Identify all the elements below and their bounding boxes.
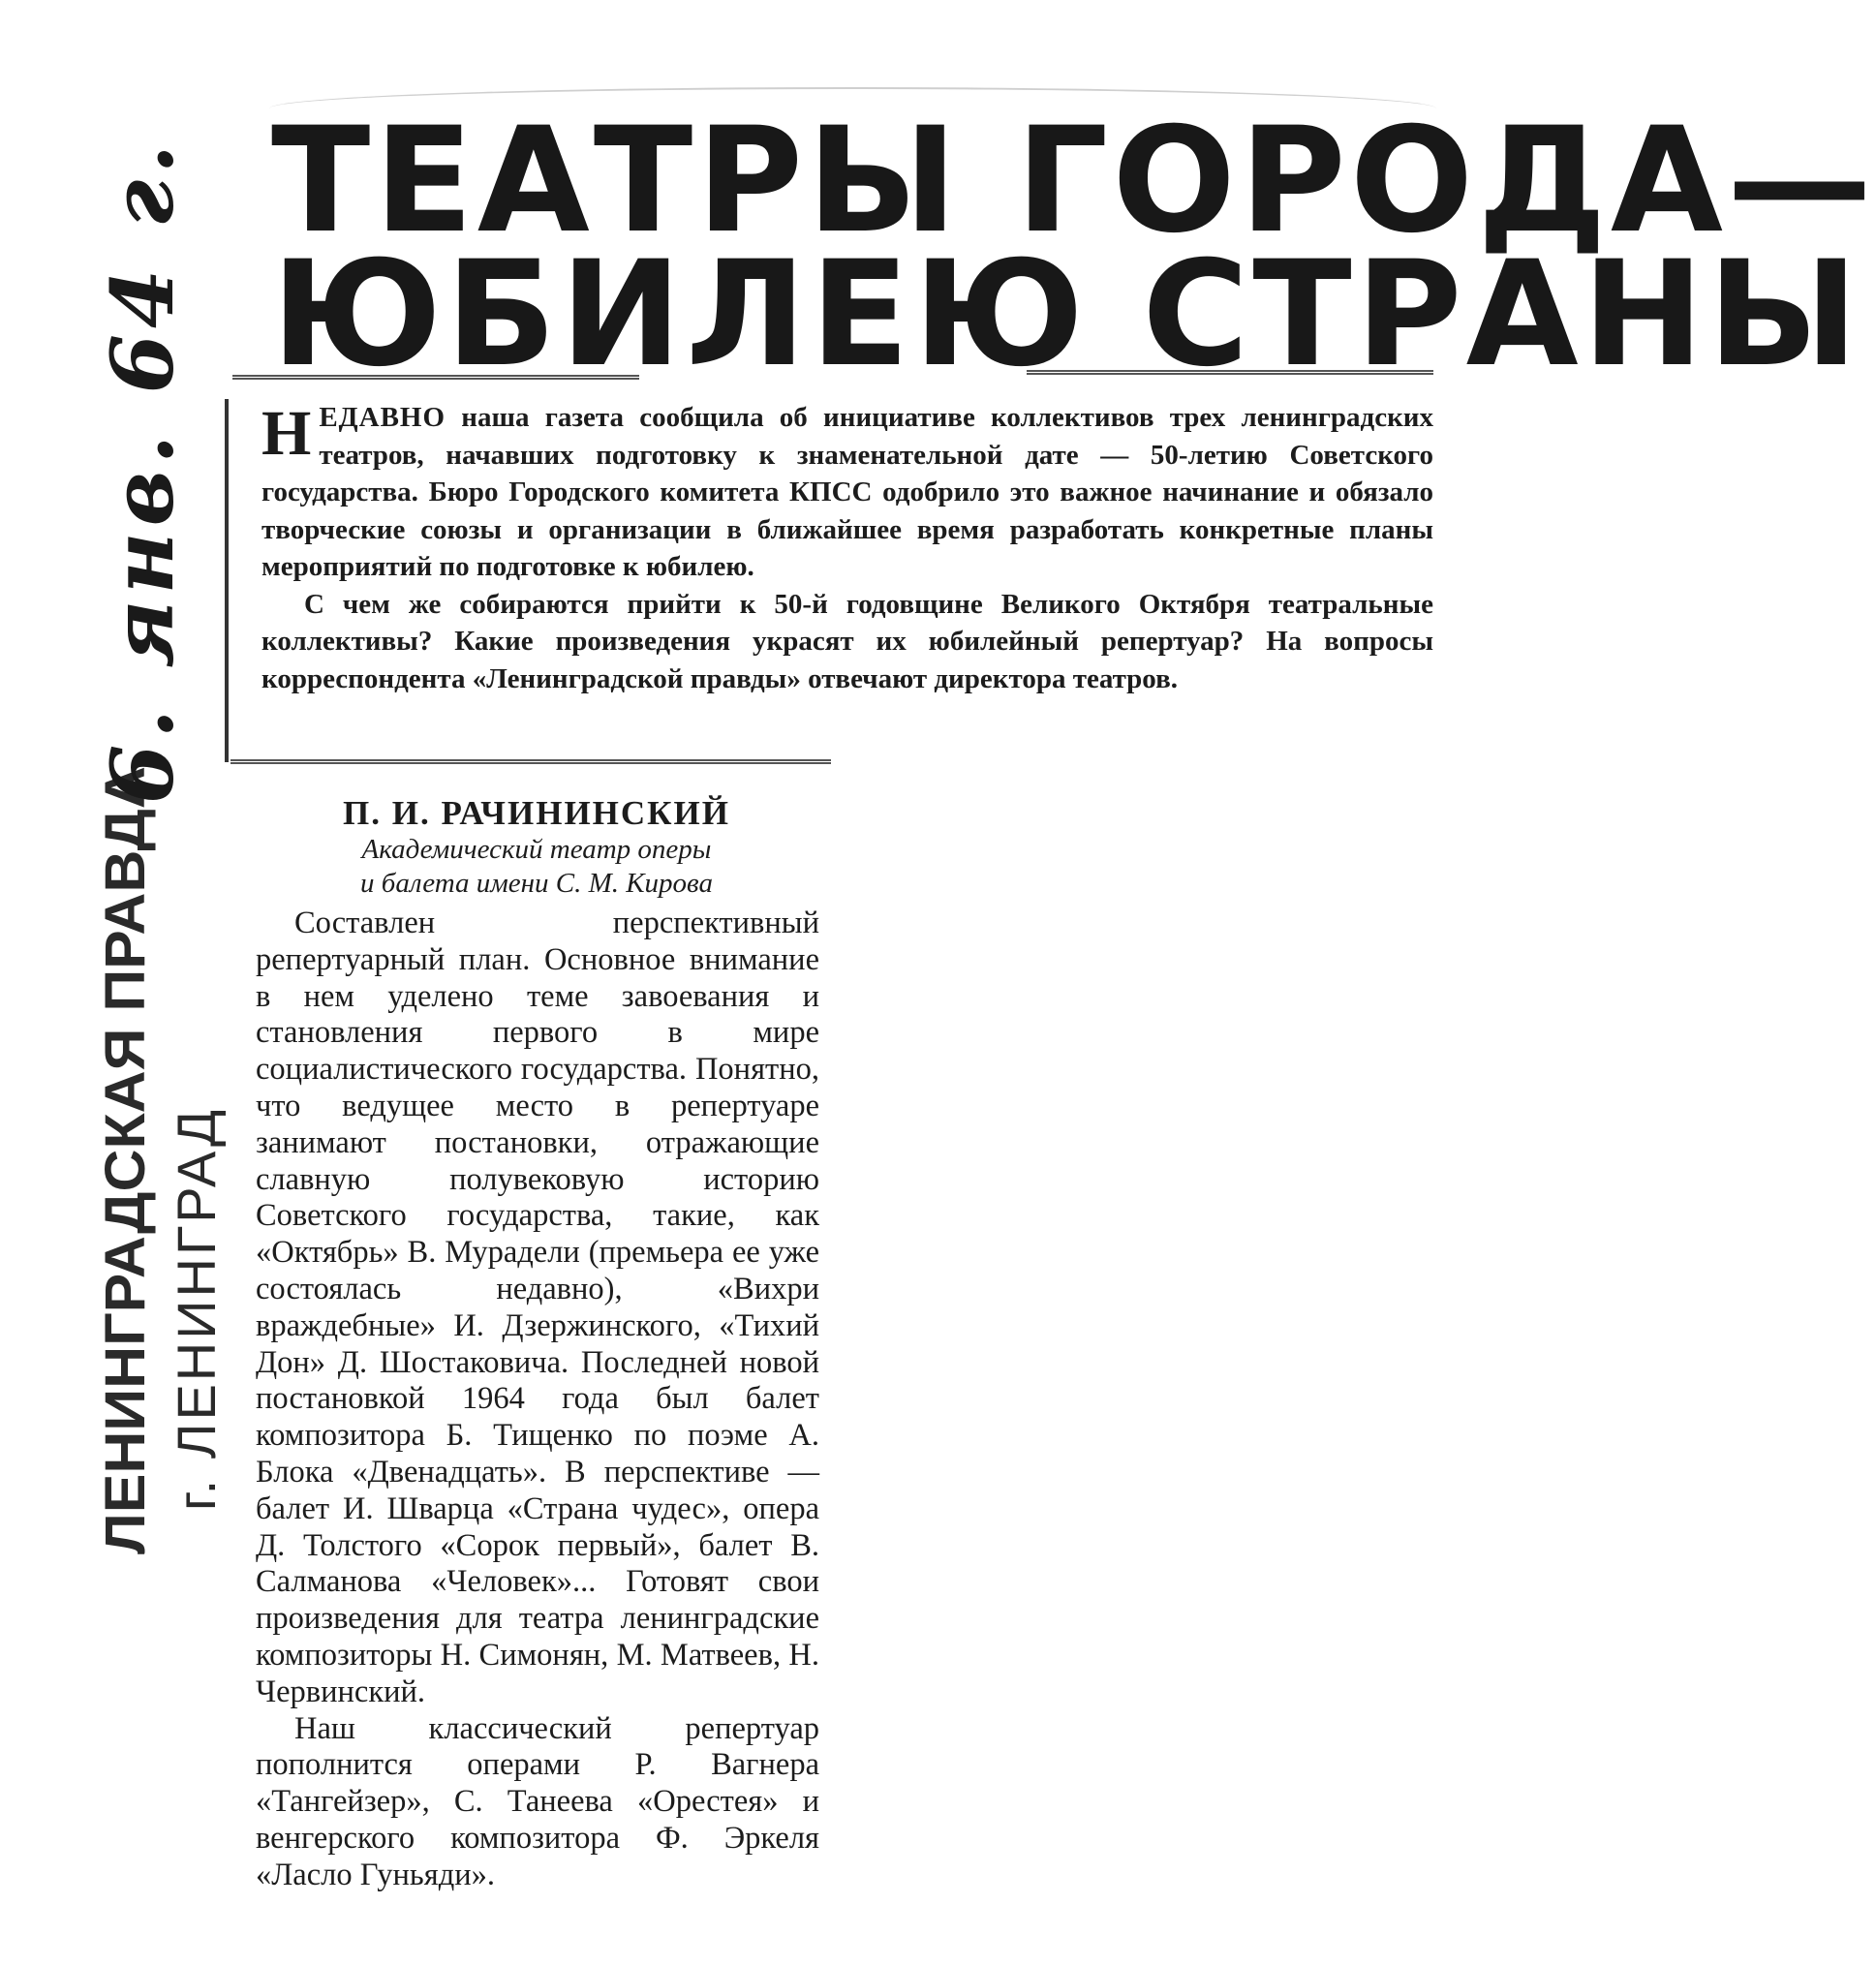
intro-paragraph-1 — [261, 399, 1433, 586]
handwritten-date: 6. янв. 64 г. — [92, 138, 193, 804]
divider-rule-left — [232, 375, 639, 380]
affiliation-line-1: Академический театр оперы — [361, 834, 712, 865]
divider-rule-bottom — [231, 759, 831, 764]
headline-line-1: ТЕАТРЫ ГОРОДА— — [271, 97, 1876, 265]
city-stamp: г. ЛЕНИНГРАД — [166, 1106, 227, 1511]
intro-paragraph-1-text: наша газета сообщила об инициативе коллективов трех ленинградских театров, начавших подготовку к знаменательной дате — 50-летию Советского государства. Бюро Городского комитета КПСС одобрило это важное начинание и обязало творческие союзы и организации в ближайшее время разработать конкретные планы мероприятий по подготовке к юбилею. — [261, 402, 1433, 582]
intro-first-word: ЕДАВНО — [319, 402, 446, 433]
newspaper-stamp: ЛЕНИНГРАДСКАЯ ПРАВДА — [94, 766, 157, 1554]
article-body — [256, 906, 819, 1894]
article-affiliation — [256, 833, 817, 901]
intro-block — [261, 399, 1433, 697]
intro-paragraph-2: С чем же собираются прийти к 50-й годовщине Великого Октября театральные коллективы? Какие произведения украсят их юбилейный репертуар? На вопросы корреспондента «Ленинградской правды» отвечают директора театров. — [261, 588, 1433, 694]
intro-side-rule — [225, 399, 229, 762]
article-paragraph-2: Наш классический репертуар пополнится операми Р. Вагнера «Тангейзер», С. Танеева «Орестея» и венгерского композитора Ф. Эркеля «Ласло Гуньяди». — [256, 1710, 819, 1892]
article-paragraph-1: Составлен перспективный репертуарный план. Основное внимание в нем уделено теме завоевания и становления первого в мире социалистического государства. Понятно, что ведущее место в репертуаре занимают постановки, отражающие славную полувековую историю Советского государства, такие, как «Октябрь» В. Мурадели (премьера ее уже состоялась недавно), «Вихри враждебные» И. Дзержинского, «Тихий Дон» Д. Шостаковича. Последней новой постановкой 1964 года был балет композитора Б. Тищенко по поэме А. Блока «Двенадцать». В перспективе — балет И. Шварца «Страна чудес», опера Д. Толстого «Сорок первый», балет В. Салманова «Человек»... Готовят свои произведения для театра ленинградские композиторы Н. Симонян, М. Матвеев, Н. Червинский. — [256, 906, 819, 1709]
divider-rule-right — [1027, 370, 1433, 375]
drop-cap: Н — [261, 398, 312, 469]
affiliation-line-2: и балета имени С. М. Кирова — [360, 868, 713, 899]
article-author: П. И. РАЧИНИНСКИЙ — [343, 794, 730, 832]
headline-line-2: ЮБИЛЕЮ СТРАНЫ — [271, 230, 1862, 399]
